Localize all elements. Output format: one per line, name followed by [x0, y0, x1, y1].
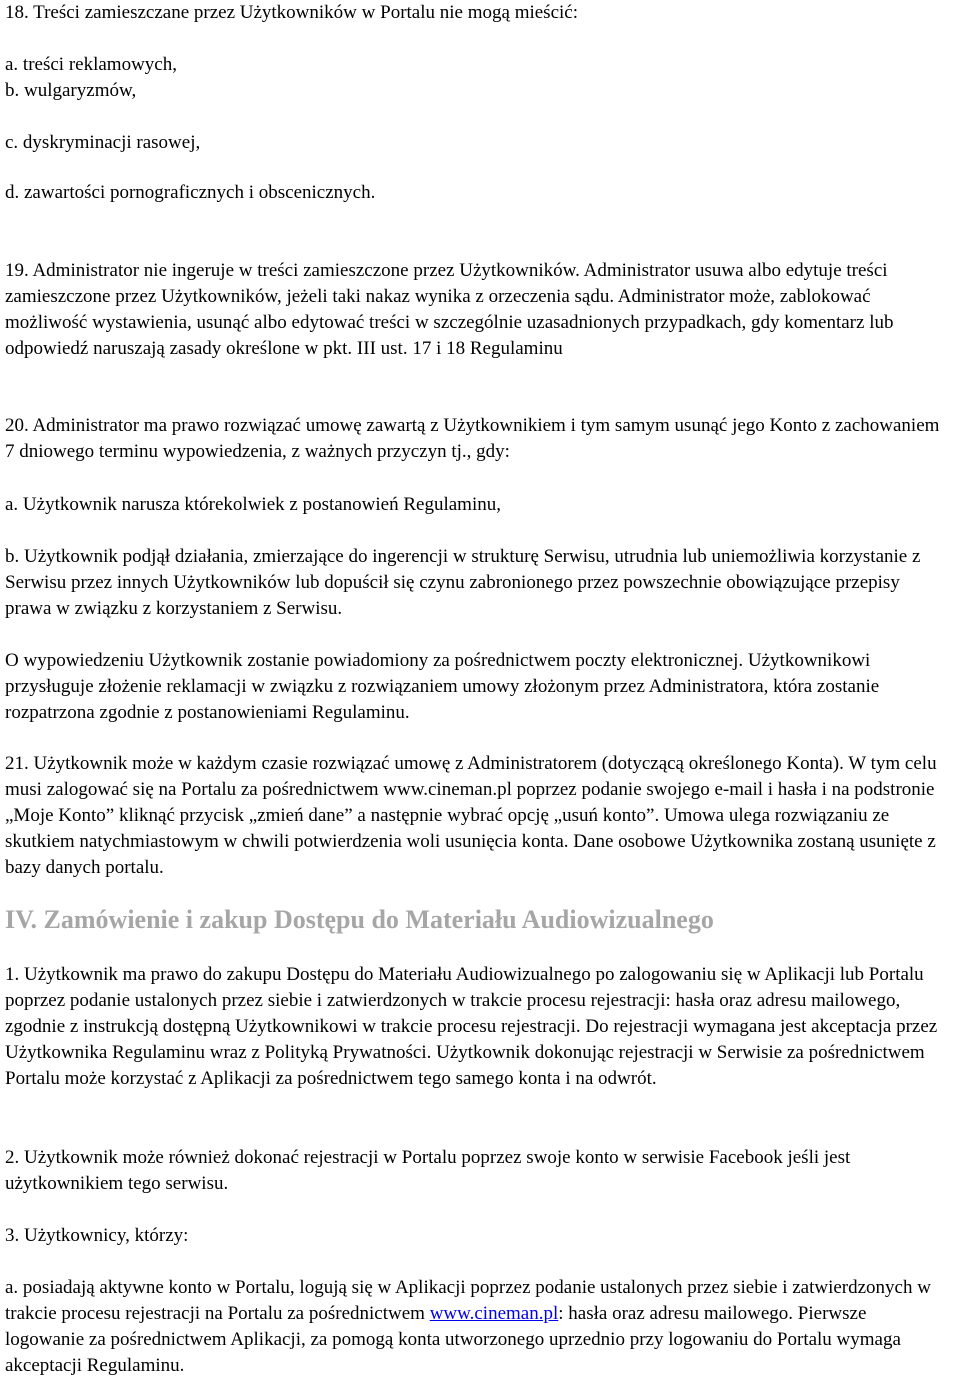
list-item-18c: c. dyskryminacji rasowej, — [5, 132, 201, 153]
paragraph-3a-text-start: a. posiadają aktywne konto w Portalu, logują się w Aplikacji poprzez podanie ustalonych przez siebie i zatwierdzonych w trakcie procesu rejestracji na Portalu za pośrednictwem — [5, 1277, 931, 1324]
list-item-20b: b. Użytkownik podjął działania, zmierzające do ingerencji w strukturę Serwisu, utrudnia lub uniemożliwia korzystanie z Serwisu przez innych Użytkowników lub dopuścił się czynu zabronionego przez powszechnie obowiązujące przepisy prawa w związku z korzystaniem z Serwisu. — [5, 546, 921, 619]
section-iv-paragraph-3a — [5, 1275, 940, 1379]
paragraph-21: 21. Użytkownik może w każdym czasie rozwiązać umowę z Administratorem (dotyczącą określonego Konta). W tym celu musi zalogować się na Portalu za pośrednictwem www.cineman.pl poprzez podanie swojego e-mail i hasła i na podstronie „Moje Konto” kliknąć przycisk „zmień dane” a następnie wybrać opcję „usuń konto”. Umowa ulega rozwiązaniu ze skutkiem natychmiastowym w chwili potwierdzenia woli usunięcia konta. Dane osobowe Użytkownika zostaną usunięte z bazy danych portalu. — [5, 753, 937, 878]
section-iv-paragraph-1: 1. Użytkownik ma prawo do zakupu Dostępu do Materiału Audiowizualnego po zalogowaniu się w Aplikacji lub Portalu poprzez podanie ustalonych przez siebie i zatwierdzonych w trakcie procesu rejestracji: hasła oraz adresu mailowego, zgodnie z instrukcją dostępną Użytkownikowi w trakcie procesu rejestracji. Do rejestracji wymagana jest akceptacja przez Użytkownika Regulaminu wraz z Polityką Prywatności. Użytkownik dokonując rejestracji w Serwisie za pośrednictwem Portalu może korzystać z Aplikacji za pośrednictwem tego samego konta i na odwrót. — [5, 964, 938, 1089]
section-iv-paragraph-2: 2. Użytkownik może również dokonać rejestracji w Portalu poprzez swoje konto w serwisie Facebook jeśli jest użytkownikiem tego serwisu. — [5, 1147, 851, 1194]
section-iv-heading: IV. Zamówienie i zakup Dostępu do Materiału Audiowizualnego — [5, 905, 714, 934]
paragraph-19: 19. Administrator nie ingeruje w treści zamieszczone przez Użytkowników. Administrator usuwa albo edytuje treści zamieszczone przez Użytkowników, jeżeli taki nakaz wynika z orzeczenia sądu. Administrator może, zablokować możliwość wystawienia, usunąć albo edytować treści w szczególnie uzasadnionych przypadkach, gdy komentarz lub odpowiedź naruszają zasady określone w pkt. III ust. 17 i 18 Regulaminu — [5, 260, 894, 359]
list-item-18b: b. wulgaryzmów, — [5, 80, 137, 101]
paragraph-3a-text-end: : hasła oraz adresu mailowego. Pierwsze logowanie za pośrednictwem Aplikacji, za pomogą konta utworzonego uprzednio przy logowaniu do Portalu wymaga akceptacji Regulaminu. — [5, 1303, 901, 1376]
paragraph-18-intro: 18. Treści zamieszczane przez Użytkowników w Portalu nie mogą mieścić: — [5, 2, 578, 23]
list-item-18d: d. zawartości pornograficznych i obscenicznych. — [5, 182, 376, 203]
list-item-18a: a. treści reklamowych, — [5, 54, 177, 75]
list-item-20a: a. Użytkownik narusza którekolwiek z postanowień Regulaminu, — [5, 494, 501, 515]
section-iv-paragraph-3: 3. Użytkownicy, którzy: — [5, 1225, 189, 1246]
paragraph-20: 20. Administrator ma prawo rozwiązać umowę zawartą z Użytkownikiem i tym samym usunąć jego Konto z zachowaniem 7 dniowego terminu wypowiedzenia, z ważnych przyczyn tj., gdy: — [5, 415, 940, 462]
paragraph-20-notice: O wypowiedzeniu Użytkownik zostanie powiadomiony za pośrednictwem poczty elektronicznej. Użytkownikowi przysługuje złożenie reklamacji w związku z rozwiązaniem umowy złożonym przez Administratora, która zostanie rozpatrzona zgodnie z postanowieniami Regulaminu. — [5, 650, 880, 723]
cineman-link[interactable]: www.cineman.pl — [429, 1303, 559, 1324]
